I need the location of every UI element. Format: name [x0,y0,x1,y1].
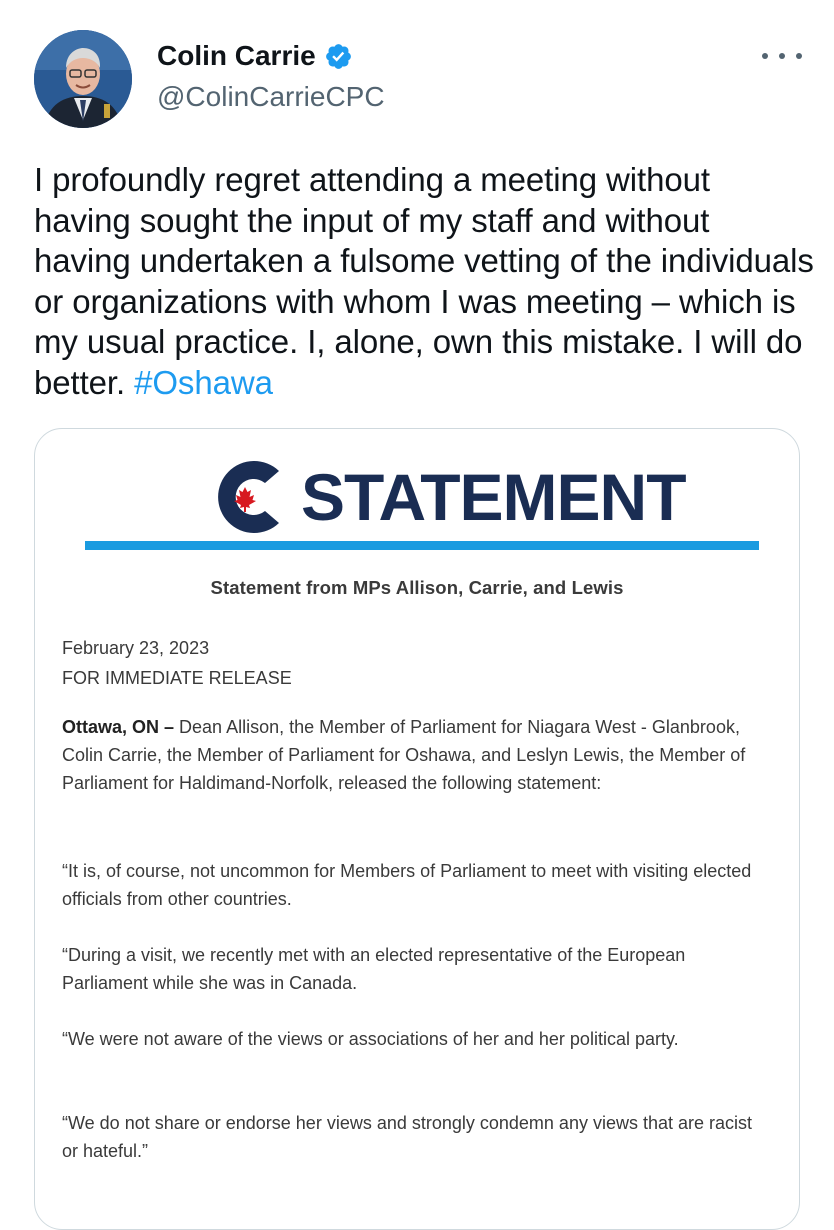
logo-statement-text: STATEMENT [301,460,686,534]
tweet-text [34,160,814,403]
document-meta [62,633,292,693]
author-handle[interactable]: @ColinCarrieCPC [157,81,385,112]
tweet-media-image[interactable] [34,428,800,1230]
header-divider [85,541,759,550]
tweet-body: I profoundly regret attending a meeting without having sought the input of my staff and without having undertaken a fulsome vetting of the individuals or organizations with whom I was meeting – which is my usual practice. I, alone, own this mistake. I will do better. [34,161,814,401]
more-options-icon [779,53,785,59]
document-title: Statement from MPs Allison, Carrie, and Lewis [210,577,624,598]
conservative-logo [201,451,686,543]
author-name-row[interactable] [157,38,353,74]
document-date: February 23, 2023 [62,638,210,658]
author-avatar[interactable] [34,30,132,128]
conservative-c-logo-icon [201,451,297,543]
paragraph-1 [62,713,772,797]
verified-badge-icon [324,42,353,71]
more-options-button[interactable] [762,46,802,66]
paragraph-1-text: Dean Allison, the Member of Parliament for Niagara West - Glanbrook, Colin Carrie, the Member of Parliament for Oshawa, and Leslyn Lewis, the Member of Parliament for Haldimand-Norfolk, released the following statement: [62,717,746,793]
paragraph-3: “During a visit, we recently met with an elected representative of the European Parliament while she was in Canada. [62,945,686,993]
author-name[interactable]: Colin Carrie [157,40,316,71]
paragraph-5: “We do not share or endorse her views and strongly condemn any views that are racist or hateful.” [62,1113,753,1161]
hashtag-link[interactable]: #Oshawa [134,363,273,401]
paragraph-4: “We were not aware of the views or associations of her and her political party. [62,1029,679,1049]
paragraph-2: “It is, of course, not uncommon for Members of Parliament to meet with visiting elected officials from other countries. [62,861,752,909]
more-options-icon [762,53,768,59]
release-label: FOR IMMEDIATE RELEASE [62,668,292,688]
dateline: Ottawa, ON – [62,717,175,737]
more-options-icon [796,53,802,59]
avatar-image [34,30,132,128]
